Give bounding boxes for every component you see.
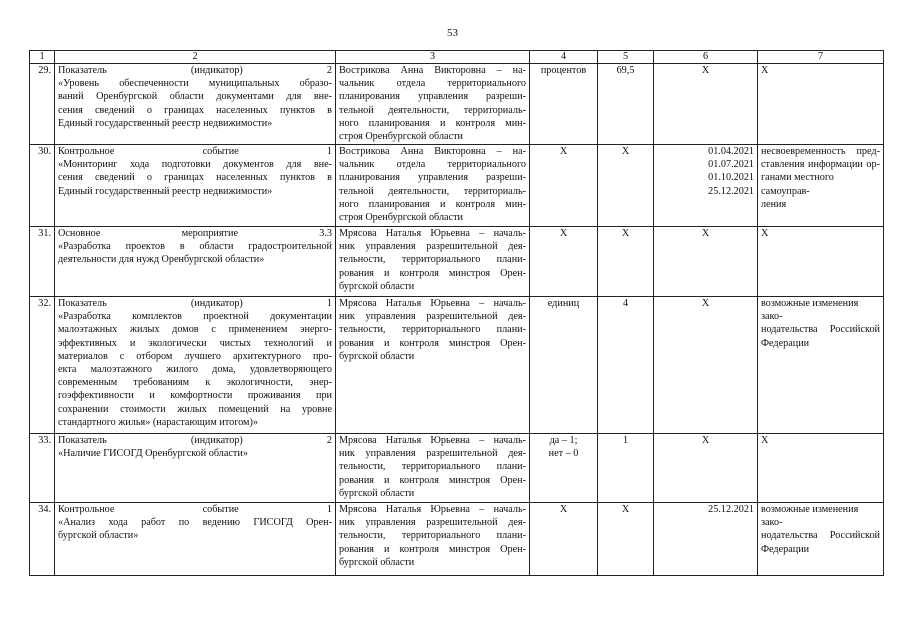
- target-value: 1: [598, 434, 654, 503]
- cell-line: «Разработка проектов в области градостроительной: [58, 241, 332, 253]
- cell-line: Х: [701, 435, 710, 446]
- cell-line: ник управления разрешительной дея-: [339, 517, 526, 529]
- cell-line: рования и контроля минстроя Орен-: [339, 267, 526, 279]
- row-number: 31.: [30, 227, 55, 297]
- responsible-person: [336, 145, 530, 227]
- target-value: Х: [598, 145, 654, 227]
- indicator-name: [55, 297, 336, 434]
- completion-date: [654, 64, 758, 145]
- cell-line: рования и контроля минстроя Орен-: [339, 543, 526, 555]
- cell-line: бургской области: [339, 487, 415, 499]
- cell-line: Федерации: [761, 543, 810, 555]
- cell-line: ганами местного самоупрaв-: [761, 172, 834, 197]
- cell-line: тельной деятельности, территориаль-: [339, 185, 526, 197]
- cell-line: екта малоэтажного жилого дома, удовлетворяющего: [58, 364, 332, 376]
- cell-line: бургской области: [339, 350, 415, 362]
- cell-line: сохранении стоимости жилых помещений на уровне: [58, 403, 332, 415]
- unit-of-measure: [530, 434, 598, 503]
- cell-line: современным требованиям к экологичности, энер-: [58, 377, 332, 389]
- risk-note: [758, 297, 884, 434]
- cell-line: Вострикова Анна Викторовна – на-: [339, 65, 526, 76]
- cell-line: Показатель (индикатор) 2: [58, 65, 332, 76]
- cell-line: ставления информации ор-: [761, 159, 880, 171]
- cell-line: Х: [761, 435, 769, 446]
- completion-date: [654, 227, 758, 297]
- responsible-person: [336, 297, 530, 434]
- cell-line: ного планирования и контроля мин-: [339, 198, 526, 210]
- cell-line: Федерации: [761, 337, 810, 349]
- indicator-name: [55, 145, 336, 227]
- cell-line: тельности, территориального плани-: [339, 324, 526, 336]
- cell-line: строя Оренбургской области: [339, 131, 464, 143]
- cell-line: деятельности для нужд Оренбургской области»: [58, 254, 265, 266]
- cell-line: тельности, территориального плани-: [339, 530, 526, 542]
- cell-line: материалов с отбором лучшего архитектурного про-: [58, 350, 332, 362]
- risk-note: [758, 64, 884, 145]
- header-cell: 6: [654, 51, 758, 64]
- cell-line: нодательства Российской: [761, 530, 880, 542]
- cell-line: 25.12.2021: [708, 185, 754, 197]
- cell-line: «Наличие ГИСОГД Оренбургской области»: [58, 448, 248, 460]
- cell-line: ления: [761, 198, 787, 210]
- risk-note: [758, 227, 884, 297]
- cell-line: да – 1;: [549, 435, 578, 446]
- cell-line: рования и контроля минстроя Орен-: [339, 337, 526, 349]
- cell-line: Единый государственный реестр недвижимости»: [58, 185, 273, 197]
- table-row: [30, 503, 884, 576]
- header-cell: 4: [530, 51, 598, 64]
- cell-line: 01.04.2021: [708, 146, 754, 157]
- cell-line: рования и контроля минстроя Орен-: [339, 474, 526, 486]
- cell-line: ного планирования и контроля мин-: [339, 117, 526, 129]
- cell-line: ник управления разрешительной дея-: [339, 448, 526, 460]
- completion-date: [654, 297, 758, 434]
- cell-line: тельности, территориального плани-: [339, 461, 526, 473]
- cell-line: «Разработка комплектов проектной документации: [58, 311, 332, 323]
- risk-note: [758, 434, 884, 503]
- unit-of-measure: процентов: [530, 64, 598, 145]
- cell-line: Основное мероприятие 3.3: [58, 228, 332, 239]
- cell-line: 01.07.2021: [708, 159, 754, 171]
- responsible-person: [336, 64, 530, 145]
- cell-line: планирования управления разреши-: [339, 91, 526, 103]
- cell-line: тельности, территориального плани-: [339, 254, 526, 266]
- cell-line: «Уровень обеспеченности муниципальных образо-: [58, 78, 332, 90]
- cell-line: Х: [761, 65, 769, 76]
- cell-line: ваний Оренбургской области документами для вне-: [58, 91, 332, 103]
- indicator-name: [55, 227, 336, 297]
- page-number: 53: [447, 27, 458, 39]
- risk-note: [758, 145, 884, 227]
- cell-line: чальник отдела территориального: [339, 78, 526, 90]
- row-number: 29.: [30, 64, 55, 145]
- cell-line: возможные изменения зако-: [761, 298, 859, 323]
- completion-date: [654, 145, 758, 227]
- header-cell: 1: [30, 51, 55, 64]
- table-row: [30, 64, 884, 145]
- unit-of-measure: Х: [530, 227, 598, 297]
- cell-line: гоэффективности и комфортности проживания при: [58, 390, 332, 402]
- table-row: [30, 145, 884, 227]
- cell-line: чальник отдела территориального: [339, 159, 526, 171]
- cell-line: бургской области»: [58, 530, 139, 542]
- target-value: Х: [598, 227, 654, 297]
- cell-line: Мрясова Наталья Юрьевна – началь-: [339, 504, 526, 515]
- header-cell: 2: [55, 51, 336, 64]
- cell-line: стандартного жилья» (нарастающим итогом)»: [58, 416, 258, 428]
- cell-line: сения сведений о границах населенных пунктов в: [58, 104, 332, 116]
- cell-line: Контрольное событие 1: [58, 504, 332, 515]
- completion-date: [654, 434, 758, 503]
- cell-line: Мрясова Наталья Юрьевна – началь-: [339, 228, 526, 239]
- cell-line: Показатель (индикатор) 2: [58, 435, 332, 446]
- cell-line: нет – 0: [548, 448, 579, 460]
- cell-line: «Мониторинг хода подготовки документов для вне-: [58, 159, 332, 171]
- table-row: [30, 227, 884, 297]
- cell-line: Мрясова Наталья Юрьевна – началь-: [339, 435, 526, 446]
- indicator-name: [55, 64, 336, 145]
- unit-of-measure: Х: [530, 503, 598, 576]
- cell-line: малоэтажных жилых домов с применением энерго-: [58, 324, 332, 336]
- risk-note: [758, 503, 884, 576]
- cell-line: бургской области: [339, 280, 415, 292]
- cell-line: ник управления разрешительной дея-: [339, 241, 526, 253]
- completion-date: [654, 503, 758, 576]
- cell-line: эффективных и экологически чистых технологий и: [58, 337, 332, 349]
- header-row: [30, 51, 884, 64]
- cell-line: сения сведений о границах населенных пунктов в: [58, 172, 332, 184]
- cell-line: несвоевременность пред-: [761, 146, 880, 157]
- responsible-person: [336, 503, 530, 576]
- row-number: 32.: [30, 297, 55, 434]
- indicator-name: [55, 434, 336, 503]
- cell-line: 25.12.2021: [708, 504, 754, 515]
- header-cell: 7: [758, 51, 884, 64]
- table-row: [30, 297, 884, 434]
- row-number: 34.: [30, 503, 55, 576]
- cell-line: Х: [701, 298, 710, 309]
- unit-of-measure: единиц: [530, 297, 598, 434]
- cell-line: бургской области: [339, 556, 415, 568]
- cell-line: нодательства Российской: [761, 324, 880, 336]
- cell-line: Х: [761, 228, 769, 239]
- cell-line: планирования управления разреши-: [339, 172, 526, 184]
- responsible-person: [336, 227, 530, 297]
- cell-line: Х: [701, 228, 710, 239]
- target-value: 4: [598, 297, 654, 434]
- target-value: Х: [598, 503, 654, 576]
- cell-line: 01.10.2021: [708, 172, 754, 184]
- table-row: [30, 434, 884, 503]
- cell-line: Вострикова Анна Викторовна – на-: [339, 146, 526, 157]
- indicator-name: [55, 503, 336, 576]
- cell-line: ник управления разрешительной дея-: [339, 311, 526, 323]
- cell-line: возможные изменения зако-: [761, 504, 859, 529]
- unit-of-measure: Х: [530, 145, 598, 227]
- cell-line: «Анализ хода работ по ведению ГИСОГД Орен-: [58, 517, 332, 529]
- row-number: 33.: [30, 434, 55, 503]
- cell-line: Мрясова Наталья Юрьевна – началь-: [339, 298, 526, 309]
- target-value: 69,5: [598, 64, 654, 145]
- plan-table: [29, 50, 884, 576]
- header-cell: 3: [336, 51, 530, 64]
- cell-line: Х: [701, 65, 710, 76]
- header-cell: 5: [598, 51, 654, 64]
- responsible-person: [336, 434, 530, 503]
- cell-line: строя Оренбургской области: [339, 212, 464, 224]
- cell-line: Контрольное событие 1: [58, 146, 332, 157]
- row-number: 30.: [30, 145, 55, 227]
- cell-line: тельной деятельности, территориаль-: [339, 104, 526, 116]
- cell-line: Единый государственный реестр недвижимости»: [58, 117, 273, 129]
- cell-line: Показатель (индикатор) 1: [58, 298, 332, 309]
